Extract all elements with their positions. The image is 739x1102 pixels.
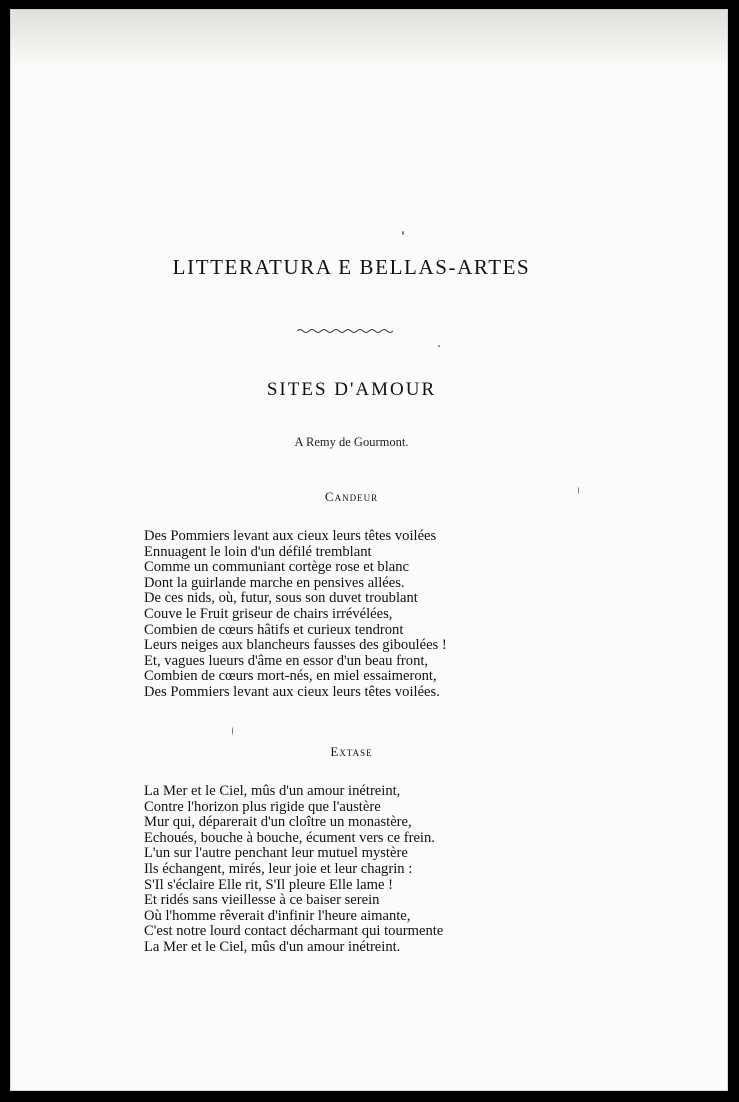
verse-line: Combien de cœurs hâtifs et curieux tendront — [144, 621, 404, 638]
scan-shading — [10, 9, 728, 69]
verse-line: De ces nids, où, futur, sous son duvet troublant — [144, 590, 418, 607]
verse-line: Echoués, bouche à bouche, écument vers ce frein. — [144, 829, 435, 846]
verse-line: Ennuagent le loin d'un défilé tremblant — [144, 543, 372, 560]
verse-line: Combien de cœurs mort-nés, en miel essaimeront, — [144, 668, 437, 685]
scan-speck — [232, 727, 233, 735]
verse-line: Des Pommiers levant aux cieux leurs têtes voilées — [144, 528, 437, 544]
verse-line: Leurs neiges aux blancheurs fausses des giboulées ! — [144, 637, 447, 654]
verse-line: C'est notre lourd contact décharmant qui tourmente — [144, 923, 444, 940]
verse-line: Contre l'horizon plus rigide que l'austère — [144, 798, 381, 815]
verse-line: S'Il s'éclaire Elle rit, S'Il pleure Elle lame ! — [144, 876, 393, 893]
verse-line: Des Pommiers levant aux cieux leurs têtes voilées. — [144, 683, 440, 700]
page-sheet — [10, 9, 728, 1091]
verse-line: Dont la guirlande marche en pensives allées. — [144, 574, 405, 591]
verse-line: Couve le Fruit griseur de chairs irrévélées, — [144, 605, 393, 622]
stanza-candeur — [144, 529, 447, 701]
scan-speck — [402, 231, 404, 235]
poem-dedication: A Remy de Gourmont. — [294, 435, 409, 449]
page-heading: LITTERATURA E BELLAS-ARTES — [172, 255, 531, 279]
verse-line: La Mer et le Ciel, mûs d'un amour inétreint. — [144, 938, 401, 955]
scan-speck — [578, 487, 579, 494]
verse-line: Mur qui, déparerait d'un cloître un monastère, — [144, 814, 412, 831]
wave-ornament-icon — [297, 327, 393, 335]
verse-line: Ils échangent, mirés, leur joie et leur chagrin : — [144, 860, 413, 877]
verse-line: Comme un communiant cortège rose et blanc — [144, 559, 410, 576]
stanza-extase — [144, 784, 443, 956]
verse-line: L'un sur l'autre penchant leur mutuel mystère — [144, 845, 408, 862]
poem-title: SITES D'AMOUR — [266, 379, 437, 400]
verse-line: Et, vagues lueurs d'âme en essor d'un beau front, — [144, 652, 429, 669]
scan-speck — [438, 345, 440, 347]
verse-line: Où l'homme rêverait d'infinir l'heure aimante, — [144, 907, 411, 924]
verse-line: La Mer et le Ciel, mûs d'un amour inétreint, — [144, 783, 401, 799]
verse-line: Et ridés sans vieillesse à ce baiser serein — [144, 892, 380, 909]
section-title-extase: Extase — [330, 744, 373, 759]
section-title-candeur: Candeur — [324, 489, 379, 504]
